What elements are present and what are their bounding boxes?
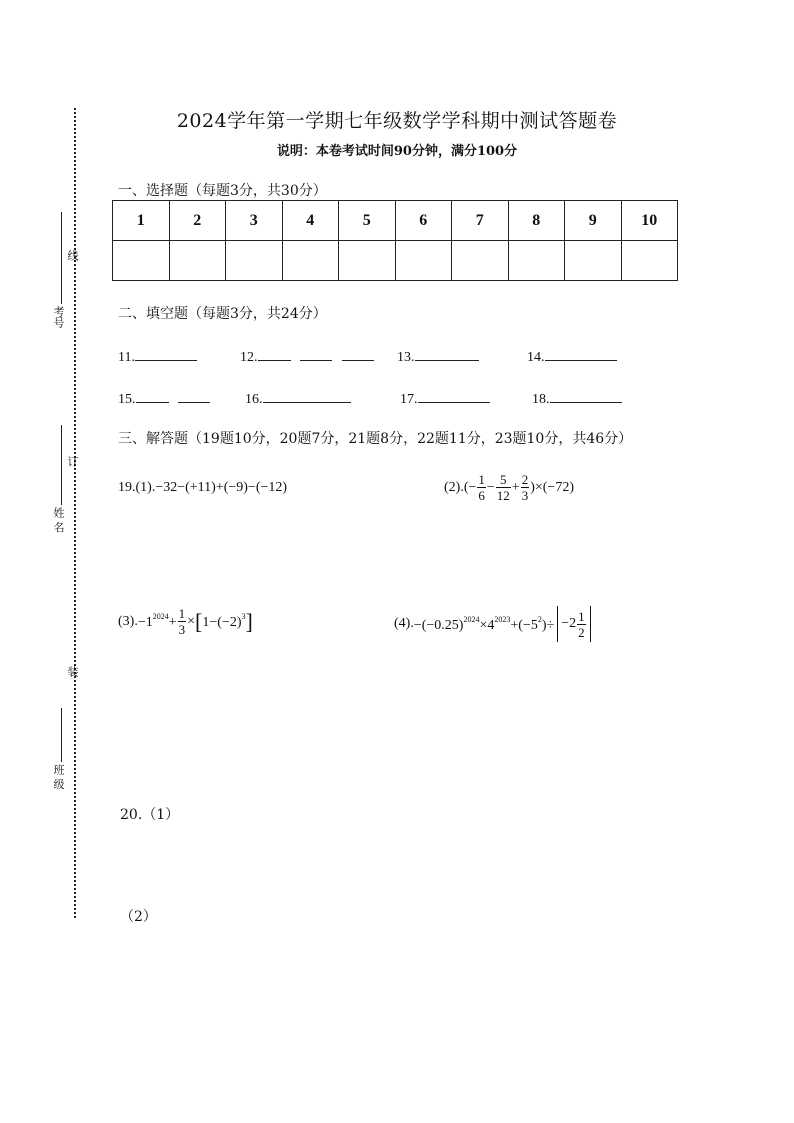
answer-cell[interactable]: [339, 241, 396, 281]
page-title: 2024学年第一学期七年级数学学科期中测试答题卷: [176, 110, 618, 132]
fraction: $\frac{2}{3}$: [521, 472, 529, 503]
q19-3: (3). $-1^{2024}+$ $\frac{1}{3}$ × [ $1-(-2)^3$ ]: [118, 606, 253, 637]
grid-number: 5: [339, 201, 396, 241]
fraction: $\frac{1}{3}$: [178, 606, 186, 637]
answer-grid-numbers-row: [113, 201, 678, 241]
fill-item-11: 11.: [118, 346, 197, 366]
fill-item-17: 17.: [400, 388, 490, 408]
grid-number: 4: [282, 201, 339, 241]
margin-ding-char: 订: [66, 456, 79, 467]
answer-cell[interactable]: [226, 241, 283, 281]
answer-blank[interactable]: [418, 388, 490, 403]
answer-blank[interactable]: [258, 346, 291, 361]
grid-number: 9: [565, 201, 622, 241]
margin-line-char: 线: [66, 250, 79, 261]
answer-cell[interactable]: [565, 241, 622, 281]
grid-number: 8: [508, 201, 565, 241]
class-blank: [61, 708, 62, 762]
grid-number: 10: [621, 201, 678, 241]
answer-cell[interactable]: [452, 241, 509, 281]
name-blank: [61, 425, 62, 505]
grid-number: 3: [226, 201, 283, 241]
q20-1: 20.（1）: [120, 807, 180, 823]
grid-number: 6: [395, 201, 452, 241]
answer-grid: [112, 200, 678, 281]
exam-number-label: 考号: [52, 306, 65, 328]
class-label: 班 级: [52, 764, 65, 790]
exam-number-blank: [61, 212, 62, 304]
grid-number: 2: [169, 201, 226, 241]
fraction: $\frac{5}{12}$: [496, 472, 510, 503]
fraction: $\frac{1}{6}$: [478, 472, 485, 503]
answer-blank[interactable]: [135, 346, 197, 361]
section3-heading: 三、解答题（19题10分，20题7分，21题8分，22题11分，23题10分，共46分）: [118, 431, 633, 447]
answer-cell[interactable]: [113, 241, 170, 281]
exam-instructions: 说明：本卷考试时间90分钟，满分100分: [276, 144, 518, 159]
answer-cell[interactable]: [282, 241, 339, 281]
answer-cell[interactable]: [169, 241, 226, 281]
name-label: 姓 名: [52, 507, 65, 533]
fraction: $\frac{1}{2}$: [578, 608, 585, 640]
answer-blank[interactable]: [178, 388, 210, 403]
fill-item-16: 16.: [245, 388, 351, 408]
answer-cell[interactable]: [395, 241, 452, 281]
answer-blank[interactable]: [415, 346, 479, 361]
answer-grid-answers-row: [113, 241, 678, 281]
margin-zhuang-char: 装: [66, 666, 79, 677]
answer-blank[interactable]: [545, 346, 617, 361]
answer-cell[interactable]: [508, 241, 565, 281]
fill-item-13: 13.: [397, 346, 479, 366]
fill-item-14: 14.: [527, 346, 617, 366]
section1-heading: 一、选择题（每题3分，共30分）: [118, 183, 327, 199]
answer-blank[interactable]: [342, 346, 374, 361]
fill-item-12: 12.: [240, 346, 374, 366]
answer-blank[interactable]: [263, 388, 351, 403]
q20-2: （2）: [120, 909, 157, 925]
answer-blank[interactable]: [550, 388, 622, 403]
q19-1: 19.(1). −32−(+11)+(−9)−(−12): [118, 480, 288, 495]
section2-heading: 二、填空题（每题3分，共24分）: [118, 306, 327, 322]
answer-cell[interactable]: [621, 241, 678, 281]
answer-blank[interactable]: [136, 388, 169, 403]
grid-number: 1: [113, 201, 170, 241]
q19-2: (2). (− $\frac{1}{6}$ − $\frac{5}{12}$ + $\frac{2}{3}$ )×(−72): [444, 472, 574, 503]
answer-blank[interactable]: [300, 346, 332, 361]
grid-number: 7: [452, 201, 509, 241]
q19-4: (4). $-(-0.25)^{2024}\times 4^{2023}+(-5^2)\div$ −2 $\frac{1}{2}$: [394, 606, 594, 642]
fill-item-15: 15.: [118, 388, 210, 408]
binding-dotted-line: [74, 108, 76, 918]
fill-item-18: 18.: [532, 388, 622, 408]
